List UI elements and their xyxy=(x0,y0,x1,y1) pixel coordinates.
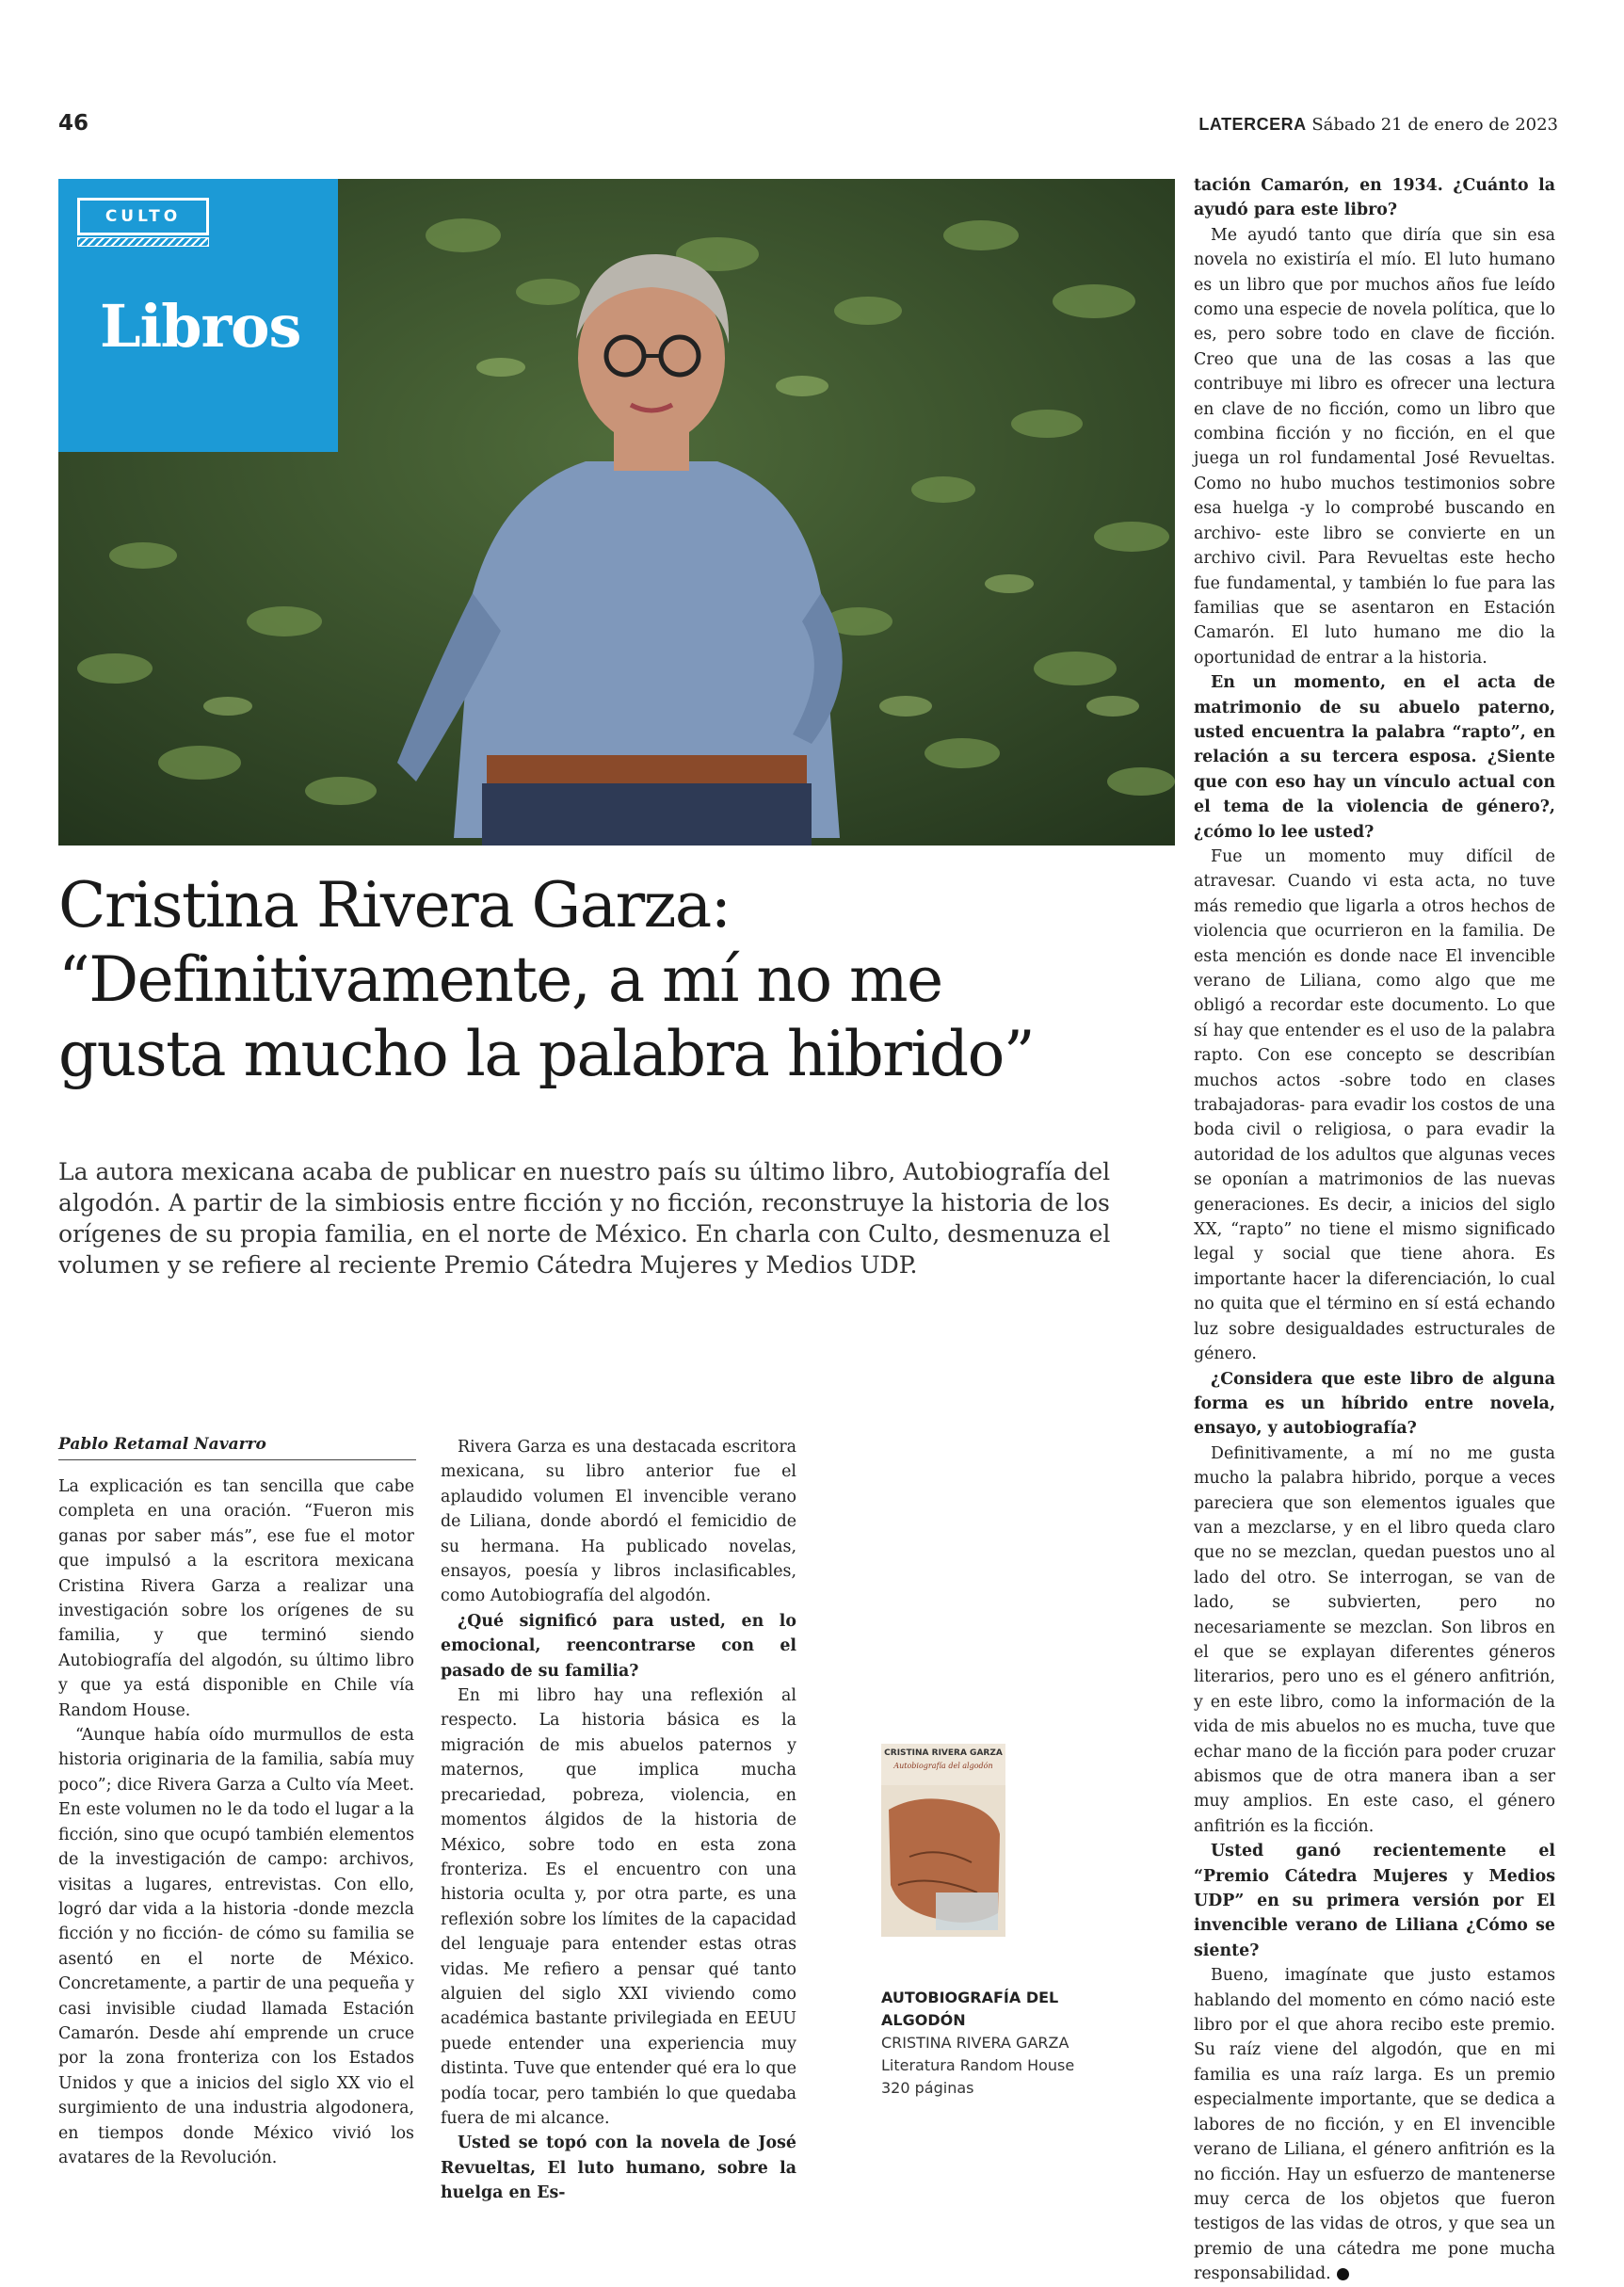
interview-question: tación Camarón, en 1934. ¿Cuánto la ayudó para este libro? xyxy=(1194,176,1555,220)
cover-title: Autobiografía del algodón xyxy=(893,1762,993,1770)
caption-pages: 320 páginas xyxy=(881,2079,974,2097)
newspaper-brand: LATERCERA xyxy=(1198,115,1307,134)
culto-logo: CULTO xyxy=(77,198,209,235)
paragraph: “Aunque había oído murmullos de esta historia originaria de la familia, sabía muy poco”; dice Rivera Garza a Culto vía Meet. En este volumen no le da todo el lugar a la ficción, sino que ocupó también elementos de la investigación de campo: archivos, visitas a lugares, entrevistas. Con ello, logró dar vida a la historia -donde mezcla ficción y no ficción- de cómo su familia se asentó en el norte de México. Concretamente, a partir de una pequeña y casi invisible ciudad llamada Estación Camarón. Desde ahí emprende un cruce por la zona fronteriza con los Estados Unidos y que a inicios del siglo XX vio el surgimiento de una industria algodonera, en tiempos donde México vivió los avatares de la Revolución. xyxy=(58,1726,414,2167)
paragraph-text: Bueno, imagínate que justo estamos hablando del momento en cómo nació este libro por el que ahora recibo este premio. Su raíz viene del algodón, que en mi familia es una raíz larga. Es un premio especialmente importante, que se dedica a labores de no ficción, y en El invencible verano de Liliana, el género anfitrión es la no ficción. Hay un esfuerzo de mantenerse muy cerca de los objetos que fueron testigos de las vidas de otros, y que sea un premio de una cátedra me pone mucha responsabilidad. xyxy=(1194,1966,1555,2284)
paragraph: Rivera Garza es una destacada escritora mexicana, su libro anterior fue el aplaudido volumen El invencible verano de Liliana, donde abordó el femicidio de su hermana. Ha publicado novelas, ensayos, poesía y libros inclasificables, como Autobiografía del algodón. xyxy=(441,1438,796,1606)
caption-author: CRISTINA RIVERA GARZA xyxy=(881,2034,1069,2052)
interview-question: ¿Qué significó para usted, en lo emocional, reencontrarse con el pasado de su familia? xyxy=(441,1611,796,1681)
page-number: 46 xyxy=(58,111,89,136)
interview-question: ¿Considera que este libro de alguna forma es un híbrido entre novela, ensayo, y autobiografía? xyxy=(1194,1369,1555,1439)
culto-logo-underline xyxy=(77,237,209,247)
caption-title: AUTOBIOGRAFÍA DEL ALGODÓN xyxy=(881,1989,1059,2029)
article-column-3 xyxy=(1194,173,1555,2287)
section-title: Libros xyxy=(100,292,301,361)
caption-publisher: Literatura Random House xyxy=(881,2056,1075,2074)
issue-date: Sábado 21 de enero de 2023 xyxy=(1311,115,1558,135)
headline xyxy=(58,868,1169,1091)
headline-line-2: “Definitivamente, a mí no me xyxy=(58,943,942,1016)
final-paragraph xyxy=(1194,1963,1555,2286)
deck: La autora mexicana acaba de publicar en nuestro país su último libro, Autobiografía del algodón. A partir de la simbiosis entre ficción y no ficción, reconstruye la historia de los orígenes de su propia familia, en el norte de México. En charla con Culto, desmenuza el volumen y se refiere al reciente Premio Cátedra Mujeres y Medios UDP. xyxy=(58,1158,1111,1279)
paragraph: En mi libro hay una reflexión al respecto. La historia básica es la migración de mis abuelos paternos y maternos, que implica mucha precariedad, pobreza, violencia, en momentos álgidos de la historia de México, sobre todo en esta zona fronteriza. Es el encuentro con una historia oculta y, por otra parte, es una reflexión sobre los límites de la capacidad del lenguaje para entender estas otras vidas. Me refiero a pensar qué tanto alguien del siglo XXI viviendo como académica bastante privilegiada en EEUU puede entender una experiencia muy distinta. Tuve que entender qué era lo que podía tocar, pero también lo que quedaba fuera de mi alcance. xyxy=(441,1686,796,2128)
paragraph: Fue un momento muy difícil de atravesar. Cuando vi esta acta, no tuve más remedio que ligarla a otros hechos de violencia que ocurrieron en la familia. De esta mención es donde nace El invencible verano de Liliana, como algo que me obligó a recordar este documento. Lo que sí hay que entender es el uso de la palabra rapto. Con ese concepto se describían muchos actos -sobre todo en clases trabajadoras- para evadir los costos de una boda civil o religiosa, o para evadir la autoridad de los adultos que algunas veces se oponían a matrimonios de las nuevas generaciones. Es decir, a inicios del siglo XX, “rapto” no tiene el mismo significado legal y social que tiene ahora. Es importante hacer la diferenciación, lo cual no quita que el término en sí está echando luz sobre desigualdades estructurales de género. xyxy=(1194,846,1555,1364)
article-column-1 xyxy=(58,1474,414,2170)
headline-line-1: Cristina Rivera Garza: xyxy=(58,869,731,942)
cover-author: CRISTINA RIVERA GARZA xyxy=(884,1748,1003,1758)
article-column-2 xyxy=(441,1435,796,2206)
interview-question: Usted ganó recientemente el “Premio Cátedra Mujeres y Medios UDP” en su primera versión por El invencible verano de Liliana ¿Cómo se siente? xyxy=(1194,1842,1555,1960)
interview-question: Usted se topó con la novela de José Revueltas, El luto humano, sobre la huelga en Es- xyxy=(441,2134,796,2203)
byline: Pablo Retamal Navarro xyxy=(58,1435,416,1460)
end-mark-icon xyxy=(1337,2268,1349,2280)
book-caption xyxy=(881,1987,1098,2100)
headline-line-3: gusta mucho la palabra hibrido” xyxy=(58,1018,1035,1090)
book-cover xyxy=(881,1744,1005,1937)
masthead xyxy=(1198,115,1558,135)
paragraph: Me ayudó tanto que diría que sin esa novela no existiría el mío. El luto humano es un libro que por muchos años fue leído como una especie de novela política, que lo es, pero sobre todo en clave de ficción. Creo que una de las cosas a las que contribuye mi libro es ofrecer una lectura en clave de no ficción, como un libro que combina ficción y no ficción, en el que juega un rol fundamental José Revueltas. Como no hubo muchos testimonios sobre esa huelga -y lo comprobé buscando en archivo- este libro se convierte en un archivo civil. Para Revueltas este hecho fue fundamental, y también lo fue para las familias que se asentaron en Estación Camarón. El luto humano me dio la oportunidad de entrar a la historia. xyxy=(1194,225,1555,668)
paragraph: La explicación es tan sencilla que cabe completa en una oración. “Fueron mis ganas por saber más”, ese fue el motor que impulsó a la escritora mexicana Cristina Rivera Garza a realizar una investigación sobre los orígenes de su familia, y que terminó siendo Autobiografía del algodón, su último libro y que ya está disponible en Chile vía Random House. xyxy=(58,1477,414,1720)
paragraph: Definitivamente, a mí no me gusta mucho la palabra hibrido, porque a veces pareciera que son elementos iguales que van a mezclarse, y en el libro queda claro que no se mezclan, quedan puestos uno al lado del otro. Se interrogan, se van de lado, se subvierten, pero no necesariamente se mezclan. Son libros en el que se explayan diferentes géneros literarios, pero uno es el género anfitrión, y en este libro, como la información de la vida de mis abuelos no es mucha, tuve que echar mano de la ficción para poder cruzar abismos que de otra manera iban a ser muy amplios. En este caso, el género anfitrión es la ficción. xyxy=(1194,1443,1555,1836)
interview-question: En un momento, en el acta de matrimonio de su abuelo paterno, usted encuentra la palabra “rapto”, en relación a su tercera esposa. ¿Siente que con eso hay un vínculo actual con el tema de la violencia de género?, ¿cómo lo lee usted? xyxy=(1194,673,1555,842)
